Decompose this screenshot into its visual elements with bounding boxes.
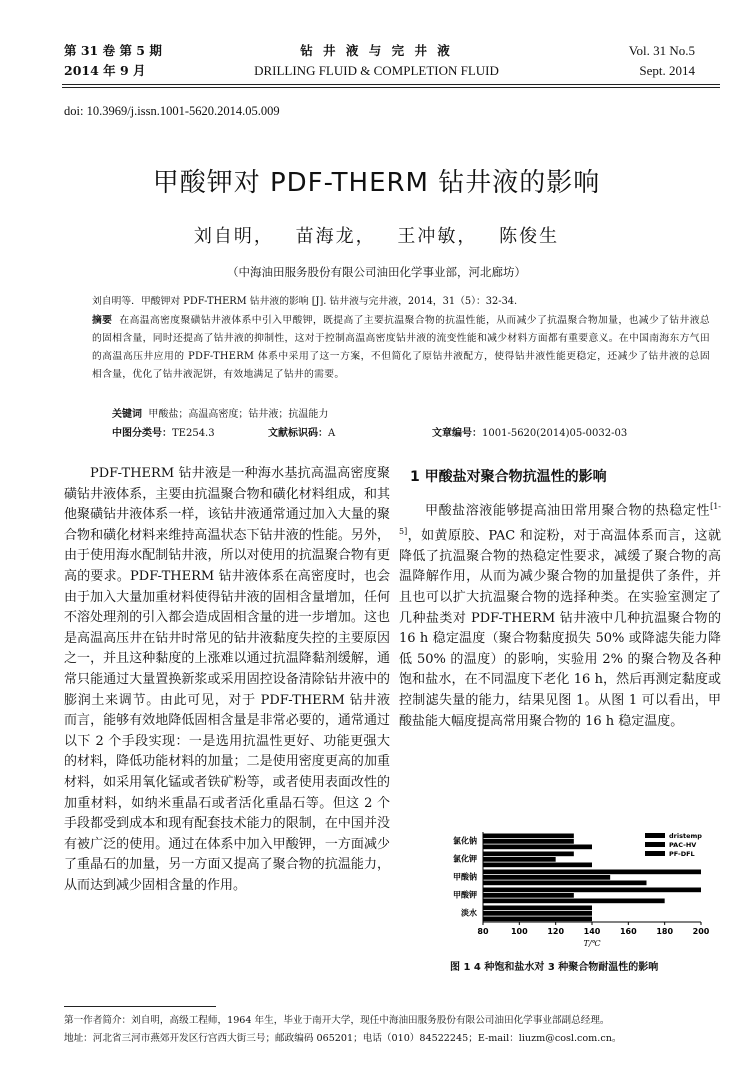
section-paragraph — [399, 497, 721, 732]
classification-label: 中图分类号： — [112, 428, 172, 439]
x-tick-label: 140 — [583, 927, 601, 936]
keywords-text: 甲酸盐；高温高密度；钻井液；抗温能力 — [148, 409, 329, 420]
author-address: 地址：河北省三河市燕郊开发区行宫西大街三号；邮政编码 065201；电话（010）84522245；E-mail：liuzm@cosl.com.cn。 — [64, 1033, 622, 1044]
doc-code-value: A — [328, 428, 336, 439]
right-column — [399, 497, 721, 732]
intro-paragraph: PDF-THERM 钻井液是一种海水基抗高温高密度聚磺钻井液体系，主要由抗温聚合物和磺化材料组成，和其他聚磺钻井液体系一样，该钻井液通常通过加入大量的聚合物和磺化材料来维持高温状态下钻井液的性能。另外，由于使用海水配制钻井液，所以对使用的抗温聚合物有更高的要求。PDF-THERM 钻井液体系在高密度时，也会由于加入大量加重材料使得钻井液的固相含量增加，任何不溶处理剂的引入都会造成固相含量的进一步增加。这也是高温高压井在钻井时常见的钻井液黏度失控的主要原因之一，并且这种黏度的上涨难以通过抗温降黏剂缓解，通常只能通过大量置换新浆或采用固控设备清除钻井液中的膨润土来调节。由此可见，对于 PDF-THERM 钻井液而言，能够有效地降低固相含量是非常必要的，通常通过以下 2 个手段实现：一是选用抗温性更好、功能更强大的材料，降低功能材料的加量；二是使用密度更高的加重材料，如采用氧化锰或者铁矿粉等，或者使用表面改性的加重材料，如纳米重晶石或者活化重晶石等。但这 2 个手段都受到成本和现有配套技术能力的限制，在中国并没有被广泛的使用。通过在体系中加入甲酸钾，一方面减少了重晶石的加量，另一方面又提高了聚合物的抗温能力，从而达到减少固相含量的作用。 — [64, 466, 390, 893]
section-text-start: 甲酸盐溶液能够提高油田常用聚合物的热稳定性 — [425, 503, 711, 519]
classification — [112, 424, 215, 439]
x-tick-label: 200 — [692, 927, 710, 936]
keywords-label: 关键词 — [112, 409, 142, 420]
bar-dristemp — [483, 906, 592, 911]
legend-label: PAC-HV — [669, 841, 697, 849]
bar-pf-dfl — [483, 899, 665, 904]
header-rule-2 — [62, 87, 720, 88]
category-label: 氯化钠 — [453, 836, 477, 846]
legend-label: PF-DFL — [669, 850, 695, 858]
affiliation: （中海油田服务股份有限公司油田化学事业部，河北廊坊） — [227, 265, 526, 279]
classification-value: TE254.3 — [172, 428, 215, 439]
category-label: 氯化钾 — [453, 854, 477, 864]
legend-swatch — [645, 842, 665, 847]
x-tick-label: 180 — [656, 927, 674, 936]
bar-pf-dfl — [483, 917, 592, 922]
bar-pf-dfl — [483, 863, 592, 868]
figure-caption: 图 1 4 种饱和盐水对 3 种聚合物耐温性的影响 — [450, 962, 659, 973]
document-code — [268, 424, 335, 439]
x-tick-label: 80 — [477, 927, 489, 936]
bar-pac-hv — [483, 875, 610, 880]
author-bio: 第一作者简介：刘自明，高级工程师，1964 年生，毕业于南开大学，现任中海油田服务股份有限公司油田化学事业部副总经理。 — [64, 1015, 610, 1026]
bar-pac-hv — [483, 911, 592, 916]
legend-label: dristemp — [669, 832, 702, 840]
section-heading: 1 甲酸盐对聚合物抗温性的影响 — [410, 469, 607, 485]
category-label: 甲酸钠 — [453, 872, 477, 882]
x-tick-label: 100 — [510, 927, 528, 936]
temperature-bar-chart — [423, 826, 723, 950]
doc-code-label: 文献标识码： — [268, 428, 328, 439]
abstract — [92, 312, 710, 384]
article-no-label: 文章编号： — [432, 428, 482, 439]
author-list: 刘自明， 苗海龙， 王冲敏， 陈俊生 — [193, 226, 560, 247]
journal-name-cn: 钻 井 液 与 完 井 液 — [300, 43, 453, 58]
date-en: Sept. 2014 — [639, 63, 695, 78]
volume-issue-cn: 第 31 卷 第 5 期 — [64, 43, 162, 58]
citation: 刘自明等．甲酸钾对 PDF-THERM 钻井液的影响 [J]. 钻井液与完井液，2014，31（5）：32-34. — [92, 296, 518, 307]
category-label: 甲酸钾 — [453, 890, 477, 900]
bar-dristemp — [483, 888, 701, 893]
doi[interactable]: doi: 10.3969/j.issn.1001-5620.2014.05.009 — [64, 104, 280, 118]
article-number — [432, 424, 627, 439]
header-rule — [62, 84, 720, 85]
bar-pac-hv — [483, 857, 556, 862]
journal-name-en: DRILLING FLUID & COMPLETION FLUID — [254, 63, 499, 78]
abstract-label: 摘要 — [92, 315, 113, 326]
x-tick-label: 120 — [547, 927, 565, 936]
volume-issue-en: Vol. 31 No.5 — [628, 43, 695, 58]
abstract-text: 在高温高密度聚磺钻井液体系中引入甲酸钾，既提高了主要抗温聚合物的抗温性能，从而减少了抗温聚合物加量，也减少了钻井液总的固相含量，同时还提高了钻井液的抑制性，这对于控制高温高密度钻井液的流变性能和减少材料方面都有重要意义。在中国南海东方气田的高温高压井应用的 PDF-THERM 体系中采用了这一方案，不但简化了原钻井液配方，使得钻井液性能更稳定，还减少了钻井液的总固相含量，优化了钻井液泥饼，有效地满足了钻井的需要。 — [92, 315, 710, 380]
left-column — [64, 464, 390, 896]
bar-dristemp — [483, 834, 574, 839]
bar-dristemp — [483, 852, 574, 857]
bar-pac-hv — [483, 839, 574, 844]
keywords — [112, 405, 328, 420]
x-tick-label: 160 — [619, 927, 637, 936]
article-no-value: 1001-5620(2014)05-0032-03 — [482, 428, 628, 439]
paper-title: 甲酸钾对 PDF-THERM 钻井液的影响 — [152, 168, 601, 198]
bar-pf-dfl — [483, 845, 592, 850]
date-cn: 2014 年 9 月 — [64, 63, 146, 78]
bar-pac-hv — [483, 893, 574, 898]
legend-swatch — [645, 833, 665, 838]
category-label: 淡水 — [461, 908, 477, 918]
legend-swatch — [645, 851, 665, 856]
bar-pf-dfl — [483, 881, 647, 886]
footnote-rule — [64, 1006, 216, 1007]
x-axis-label: T/℃ — [583, 939, 601, 948]
section-text-rest: ，如黄原胶、PAC 和淀粉，对于高温体系而言，这就降低了抗温聚合物的热稳定性要求，减缓了聚合物的高温降解作用，从而为减少聚合物的加量提供了条件，并且也可以扩大抗温聚合物的选择种类。在实验室测定了几种盐类对 PDF-THERM 钻井液中几种抗温聚合物的 16 h 稳定温度（聚合物黏度损失 50% 或降滤失能力降低 50% 的温度）的影响，实验用 2% 的聚合物及各种饱和盐水，在不同温度下老化 16 h，然后再测定黏度或控制滤失量的能力，结果见图 1。从图 1 可以看出，甲酸盐能大幅度提高常用聚合物的 16 h 稳定温度。 — [399, 528, 721, 729]
reference-marker[interactable]: [1-5] — [399, 502, 721, 536]
bar-dristemp — [483, 870, 701, 875]
